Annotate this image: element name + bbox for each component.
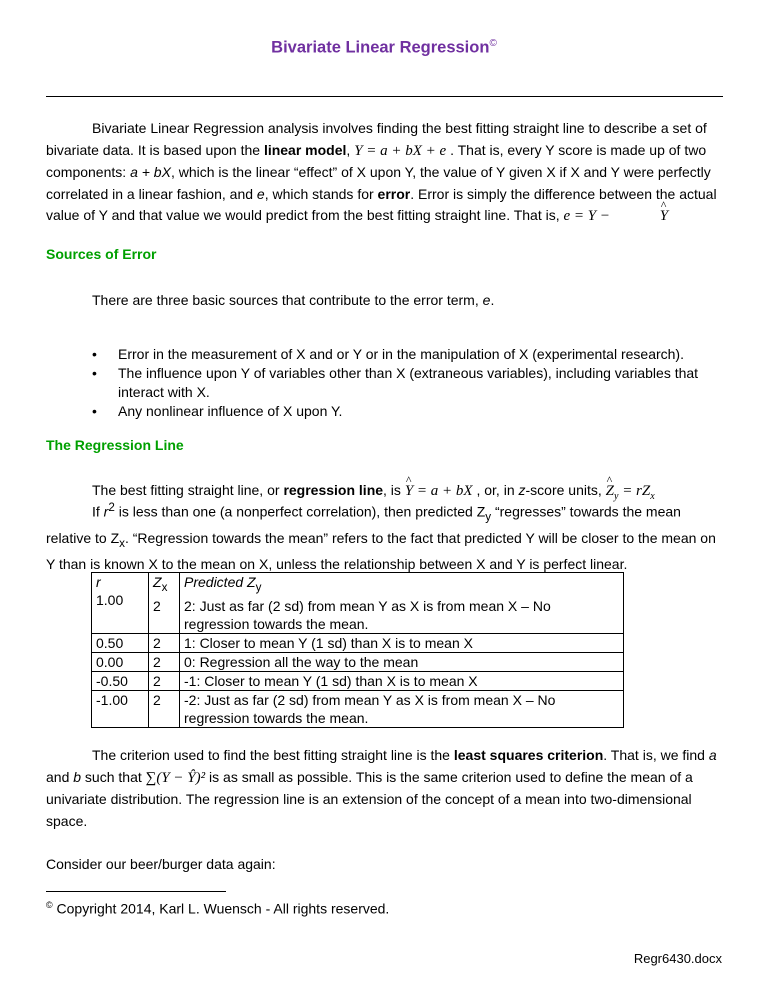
regression-equation: ^ Y = a + bX: [405, 483, 473, 499]
table-cell: 0.50: [92, 633, 149, 652]
regression-paragraph: If $r^2$ is less than one (a nonperfect correlation), then predicted $Z_y$ “regresses” towards the mean relative to $Z_x$. “Regression towards the mean” refers to the fact that predicted Y will be closer to the mean on Y than is known X to the mean on X, unless the relationship between X and Y is perfect linear.: [46, 501, 716, 573]
page-title: Bivariate Linear Regression©: [271, 38, 497, 57]
table-row: [92, 690, 624, 727]
list-item: • The influence upon Y of variables other than X (extraneous variables), including variables that interact with X.: [92, 364, 726, 402]
table-row: [92, 633, 624, 652]
table-cell: $Z_x$ 2: [149, 573, 180, 634]
table-cell: 0: Regression all the way to the mean: [180, 652, 624, 671]
copyright-mark: ©: [489, 38, 497, 49]
footnote: © Copyright 2014, Karl L. Wuensch - All rights reserved.: [46, 900, 390, 917]
table-cell: 0.00: [92, 652, 149, 671]
table-cell: 2: [149, 690, 180, 727]
criterion-paragraph: The criterion used to find the best fitting straight line is the least squares criterion. That is, we find a and b such that ∑(Y − Ŷ)² is as small as possible. This is the same criterion used to define the mean of a univariate distribution. The regression line is an extension of the concept of a mean into two-dimensional space.: [46, 747, 717, 829]
document-filename: Regr6430.docx: [633, 951, 722, 966]
table-cell: 2: [149, 671, 180, 690]
linear-model-equation: Y = a + bX + e: [354, 142, 447, 159]
table-cell: Predicted $Z_y$ 2: Just as far (2 sd) from mean Y as X is from mean X – No regression towards the mean.: [180, 573, 624, 634]
table-row: [92, 671, 624, 690]
title-divider: [46, 96, 723, 97]
table-cell: -0.50: [92, 671, 149, 690]
table-cell: 2: [149, 652, 180, 671]
heading-sources-of-error: Sources of Error: [46, 246, 157, 262]
table-row: [92, 573, 624, 634]
table-cell: r 1.00: [92, 573, 149, 634]
table-cell: 1: Closer to mean Y (1 sd) than X is to mean X: [180, 633, 624, 652]
table-cell: -1: Closer to mean Y (1 sd) than X is to mean X: [180, 671, 624, 690]
table-cell: -2: Just as far (2 sd) from mean Y as X is from mean X – No regression towards the mean.: [180, 690, 624, 727]
heading-regression-line: The Regression Line: [46, 437, 184, 453]
error-equation: e = Y − ^ Y: [564, 208, 669, 224]
zscore-equation: ^ $Z_y = rZ_x$: [606, 483, 655, 499]
regression-line-sentence: The best fitting straight line, or regression line, is ^ Y = a + bX , or, in z-score units, ^ $Z_y = rZ_x$: [92, 480, 752, 508]
footnote-divider: [46, 891, 226, 892]
table-cell: -1.00: [92, 690, 149, 727]
table-row: [92, 652, 624, 671]
intro-paragraph: Bivariate Linear Regression analysis involves finding the best fitting straight line to describe a set of bivariate data. It is based upon the linear model, Y = a + bX + e . That is, every Y score is made up of two components: a + bX, which is the linear “effect” of X upon Y, the value of Y given X if X and Y were perfectly correlated in a linear fashion, and e, which stands for error. Error is simply the difference between the actual value of Y and that value we would predict from the best fitting straight line. That is, e = Y − ^ Y: [46, 118, 726, 228]
regression-table: [91, 572, 624, 728]
list-item: • Any nonlinear influence of X upon Y.: [92, 402, 726, 421]
sources-intro: There are three basic sources that contribute to the error term, e.: [92, 292, 495, 308]
least-squares-equation: ∑(Y − Ŷ)²: [145, 769, 206, 786]
table-cell: 2: [149, 633, 180, 652]
list-item: • Error in the measurement of X and or Y or in the manipulation of X (experimental research).: [92, 345, 726, 364]
error-sources-list: [46, 345, 726, 421]
consider-text: Consider our beer/burger data again:: [46, 856, 276, 872]
